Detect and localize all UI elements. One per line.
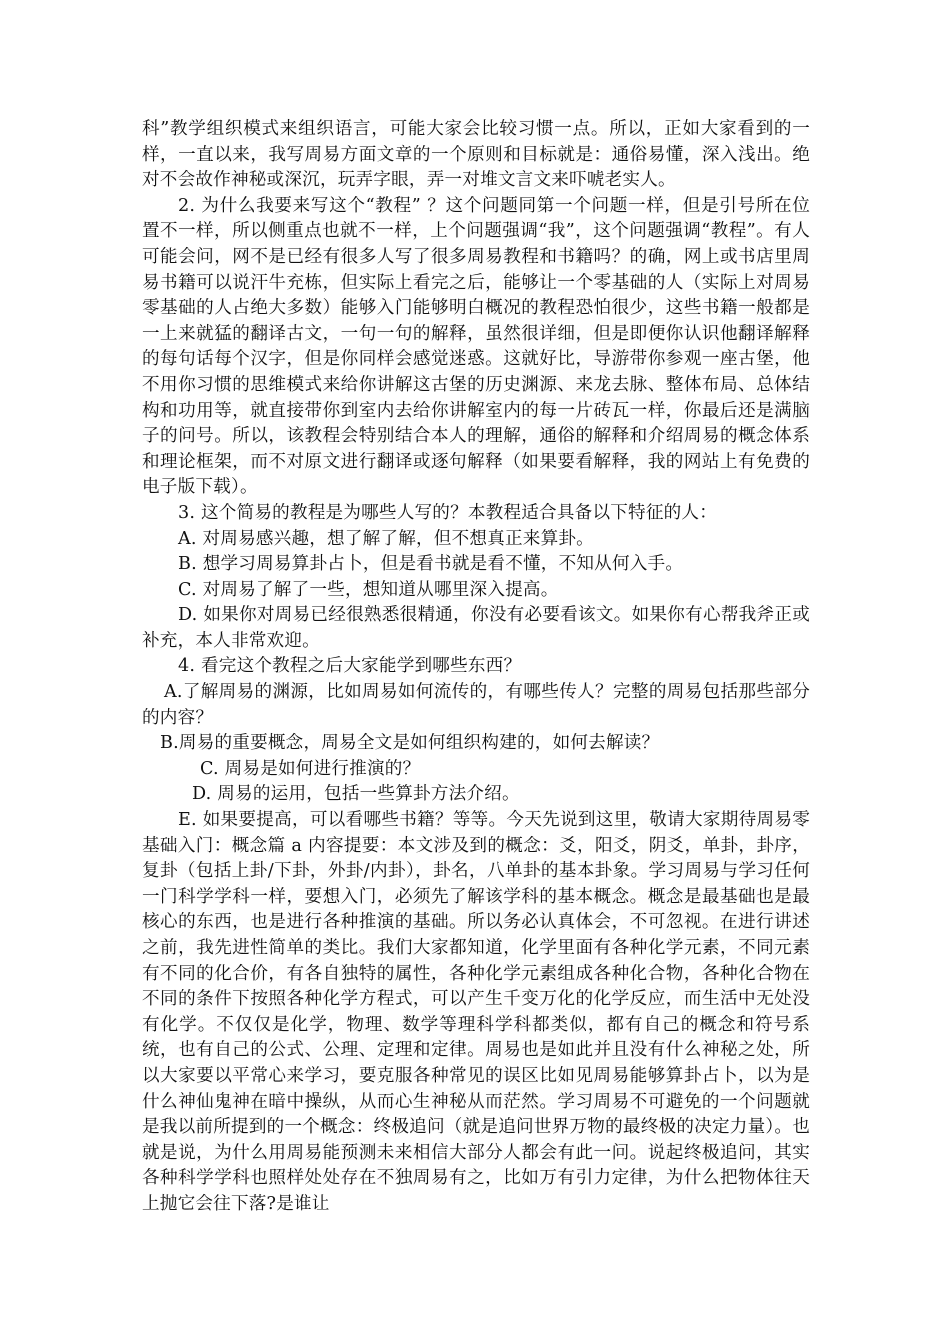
paragraph-item-c: C. 周易是如何进行推演的？: [200, 758, 421, 779]
paragraph-item-d: D. 周易的运用，包括一些算卦方法介绍。: [192, 784, 520, 805]
paragraph-question-4: 4. 看完这个教程之后大家能学到哪些东西？: [178, 656, 522, 677]
document-body: [142, 117, 810, 1218]
paragraph-item-a: [142, 680, 810, 731]
paragraph-question-3: 3. 这个简易的教程是为哪些人写的？本教程适合具备以下特征的人：: [178, 502, 718, 523]
paragraph-intro-continued: 科”教学组织模式来组织语言，可能大家会比较习惯一点。所以，正如大家看到的一样，一直以来，我写周易方面文章的一个原则和目标就是：通俗易懂，深入浅出。绝对不会故作神秘或深沉，玩弄字眼，弄一对堆文言文来吓唬老实人。: [142, 119, 810, 191]
paragraph-option-a: A. 对周易感兴趣，想了解了解，但不想真正来算卦。: [178, 528, 594, 549]
paragraph-question-2: 2. 为什么我要来写这个“教程” ？这个问题同第一个问题一样，但是引号所在位置不一样，所以侧重点也就不一样，上个问题强调“我”，这个问题强调“教程”。有人可能会问，网不是已经有很多人写了很多周易教程和书籍吗？的确，网上或书店里周易书籍可以说汗牛充栋，但实际上看完之后，能够让一个零基础的人（实际上对周易零基础的人占绝大多数）能够入门能够明白概况的教程恐怕很少，这些书籍一般都是一上来就猛的翻译古文，一句一句的解释，虽然很详细，但是即便你认识他翻译解释的每句话每个汉字，但是你同样会感觉迷惑。这就好比，导游带你参观一座古堡，他不用你习惯的思维模式来给你讲解这古堡的历史渊源、来龙去脉、整体布局、总体结构和功用等，就直接带你到室内去给你讲解室内的每一片砖瓦一样，你最后还是满脑子的问号。所以，该教程会特别结合本人的理解，通俗的解释和介绍周易的概念体系和理论框架，而不对原文进行翻译或逐句解释（如果要看解释，我的网站上有免费的电子版下载）。: [142, 195, 810, 498]
paragraph-item-b: B.周易的重要概念，周易全文是如何组织构建的，如何去解读？: [160, 733, 660, 754]
paragraph-option-b: B. 想学习周易算卦占卜，但是看书就是看不懂，不知从何入手。: [178, 554, 684, 575]
paragraph-option-d: D. 如果你对周易已经很熟悉很精通，你没有必要看该文。如果你有心帮我斧正或补充，本人非常欢迎。: [142, 605, 810, 651]
paragraph-item-e: E. 如果要提高，可以看哪些书籍？等等。今天先说到这里，敬请大家期待周易零基础入门：概念篇 a 内容提要：本文涉及到的概念：爻，阳爻，阴爻，单卦，卦序，复卦（包括上卦/下卦，外卦/内卦），卦名，八单卦的基本卦象。学习周易与学习任何一门科学学科一样，要想入门，必须先了解该学科的基本概念。概念是最基础也是最核心的东西，也是进行各种推演的基础。所以务必认真体会，不可忽视。在进行讲述之前，我先进性简单的类比。我们大家都知道，化学里面有各种化学元素，不同元素有不同的化合价，有各自独特的属性，各种化学元素组成各种化合物，各种化合物在不同的条件下按照各种化学方程式，可以产生千变万化的化学反应，而生活中无处没有化学。不仅仅是化学，物理、数学等理科学科都类似，都有自己的概念和符号系统，也有自己的公式、公理、定理和定律。周易也是如此并且没有什么神秘之处，所以大家要以平常心来学习，要克服各种常见的误区比如见周易能够算卦占卜，以为是什么神仙鬼神在暗中操纵，从而心生神秘从而茫然。学习周易不可避免的一个问题就是我以前所提到的一个概念：终极追问（就是追问世界万物的最终极的决定力量）。也就是说，为什么用周易能预测未来相信大部分人都会有此一问。说起终极追问，其实各种科学学科也照样处处存在不独周易有之，比如万有引力定律，为什么把物体往天上抛它会往下落?是谁让: [142, 810, 810, 1214]
paragraph-item-a-text: A.了解周易的渊源，比如周易如何流传的，有哪些传人？完整的周易包括那些部分的内容？: [142, 682, 810, 728]
paragraph-option-c: C. 对周易了解了一些，想知道从哪里深入提高。: [178, 579, 559, 600]
